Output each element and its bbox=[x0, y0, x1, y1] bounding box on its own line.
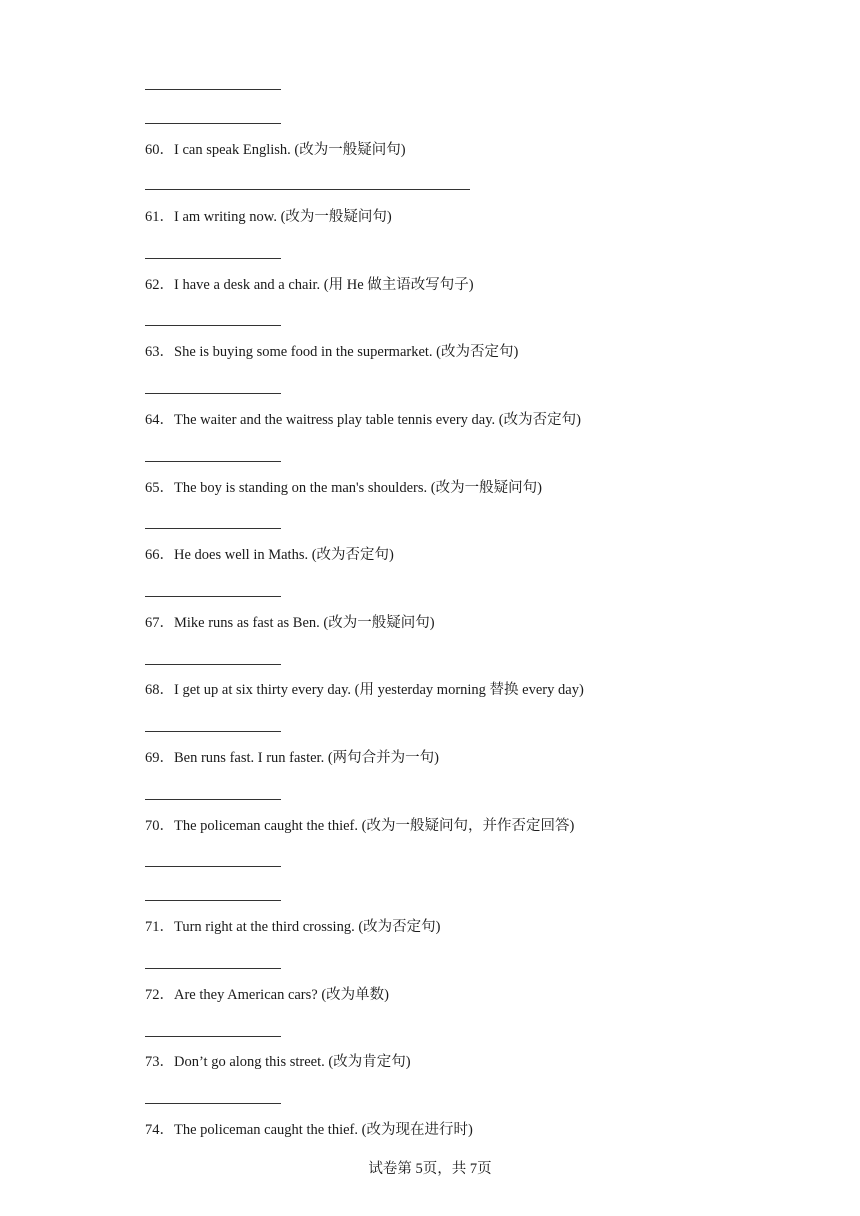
question-number: 68． bbox=[145, 682, 174, 698]
question-61 bbox=[145, 208, 392, 226]
answer-blank[interactable] bbox=[145, 189, 470, 190]
question-65 bbox=[145, 479, 542, 497]
answer-blank[interactable] bbox=[145, 968, 281, 969]
question-69 bbox=[145, 749, 439, 767]
page-footer: 试卷第 5页，共 7页 bbox=[368, 1161, 492, 1177]
question-text: He does well in Maths. (改为否定句) bbox=[174, 547, 394, 563]
question-text: The waiter and the waitress play table tennis every day. (改为否定句) bbox=[174, 412, 581, 428]
question-62 bbox=[145, 276, 474, 294]
answer-blank[interactable] bbox=[145, 1036, 281, 1037]
question-number: 64． bbox=[145, 412, 174, 428]
question-text: I can speak English. (改为一般疑问句) bbox=[174, 142, 406, 158]
question-number: 73． bbox=[145, 1054, 174, 1070]
question-text: The boy is standing on the man's shoulders. (改为一般疑问句) bbox=[174, 480, 542, 496]
question-number: 69． bbox=[145, 750, 174, 766]
question-number: 60． bbox=[145, 142, 174, 158]
answer-blank[interactable] bbox=[145, 258, 281, 259]
question-number: 71． bbox=[145, 919, 174, 935]
question-text: She is buying some food in the supermarket. (改为否定句) bbox=[174, 344, 519, 360]
question-number: 70． bbox=[145, 818, 174, 834]
question-number: 74． bbox=[145, 1122, 174, 1138]
question-text: Mike runs as fast as Ben. (改为一般疑问句) bbox=[174, 615, 435, 631]
question-73 bbox=[145, 1053, 411, 1071]
answer-blank[interactable] bbox=[145, 596, 281, 597]
question-number: 66． bbox=[145, 547, 174, 563]
answer-blank[interactable] bbox=[145, 1103, 281, 1104]
question-text: The policeman caught the thief. (改为现在进行时) bbox=[174, 1122, 473, 1138]
question-number: 62． bbox=[145, 277, 174, 293]
question-66 bbox=[145, 546, 394, 564]
question-number: 65． bbox=[145, 480, 174, 496]
question-64 bbox=[145, 411, 581, 429]
question-60 bbox=[145, 141, 406, 159]
answer-blank[interactable] bbox=[145, 900, 281, 901]
question-text: Ben runs fast. I run faster. (两句合并为一句) bbox=[174, 750, 439, 766]
answer-blank[interactable] bbox=[145, 123, 281, 124]
question-number: 63． bbox=[145, 344, 174, 360]
question-text: The policeman caught the thief. (改为一般疑问句，并作否定回答) bbox=[174, 818, 575, 834]
question-70 bbox=[145, 817, 574, 835]
question-67 bbox=[145, 614, 435, 632]
question-71 bbox=[145, 918, 441, 936]
question-text: Are they American cars? (改为单数) bbox=[174, 987, 390, 1003]
question-72 bbox=[145, 986, 389, 1004]
question-68 bbox=[145, 681, 584, 699]
question-number: 61． bbox=[145, 209, 174, 225]
answer-blank[interactable] bbox=[145, 393, 281, 394]
question-text: Don’t go along this street. (改为肯定句) bbox=[174, 1054, 411, 1070]
answer-blank[interactable] bbox=[145, 866, 281, 867]
question-text: I am writing now. (改为一般疑问句) bbox=[174, 209, 392, 225]
question-74 bbox=[145, 1121, 473, 1139]
answer-blank[interactable] bbox=[145, 89, 281, 90]
answer-blank[interactable] bbox=[145, 664, 281, 665]
answer-blank[interactable] bbox=[145, 799, 281, 800]
question-text: Turn right at the third crossing. (改为否定句) bbox=[174, 919, 441, 935]
answer-blank[interactable] bbox=[145, 325, 281, 326]
answer-blank[interactable] bbox=[145, 528, 281, 529]
answer-blank[interactable] bbox=[145, 461, 281, 462]
question-number: 67． bbox=[145, 615, 174, 631]
question-number: 72． bbox=[145, 987, 174, 1003]
question-text: I get up at six thirty every day. (用 yesterday morning 替换 every day) bbox=[174, 682, 584, 698]
question-63 bbox=[145, 343, 518, 361]
question-text: I have a desk and a chair. (用 He 做主语改写句子) bbox=[174, 277, 474, 293]
answer-blank[interactable] bbox=[145, 731, 281, 732]
